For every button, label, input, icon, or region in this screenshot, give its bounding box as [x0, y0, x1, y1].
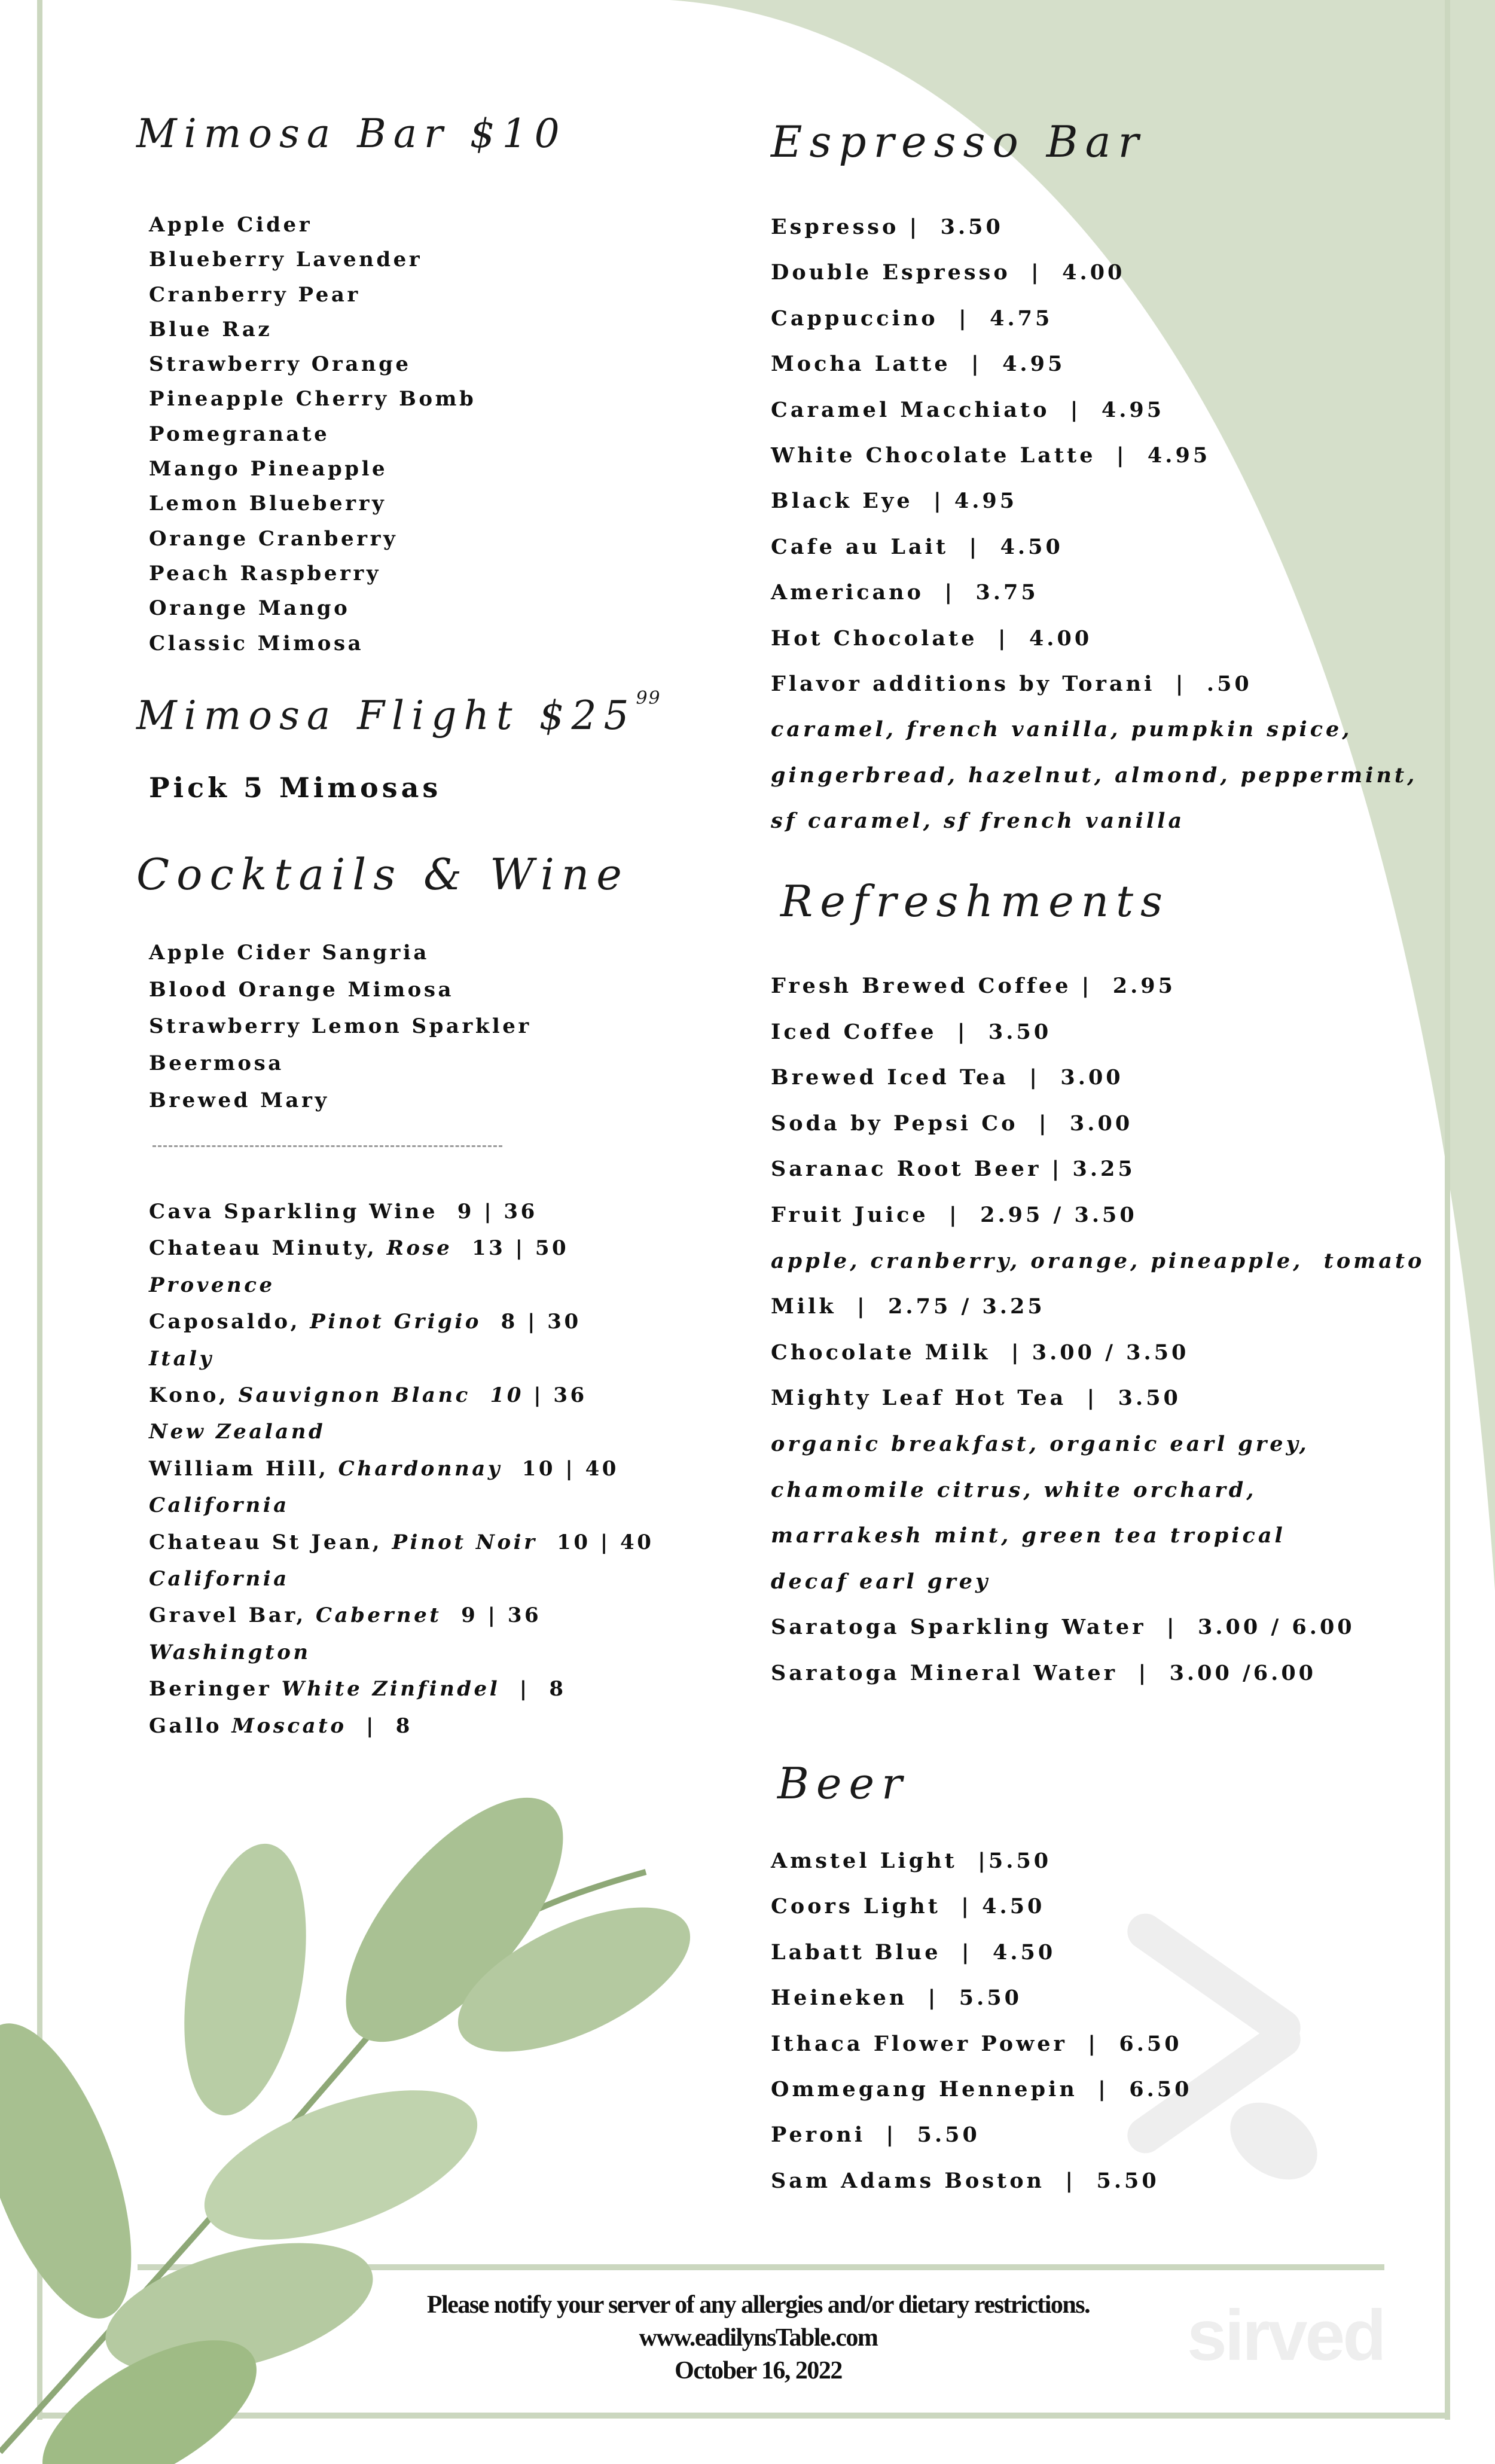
item-detail: caramel, french vanilla, pumpkin spice,: [771, 717, 1353, 742]
item-detail: apple, cranberry, orange, pineapple, tomato: [771, 1248, 1425, 1273]
item-text: | 36: [523, 1383, 587, 1408]
item-detail: Moscato: [231, 1713, 347, 1738]
item-detail: California: [149, 1567, 289, 1591]
item-text: Flavor additions by Torani | .50: [771, 672, 1252, 697]
wine-item: [149, 1451, 654, 1487]
item-detail: California: [149, 1493, 289, 1518]
mimosa-flight-cents: 99: [636, 688, 661, 709]
item-text: Espresso | 3.50: [771, 215, 1003, 239]
mimosa-item: Lemon Blueberry: [149, 492, 387, 516]
espresso-item: [771, 707, 1417, 752]
item-text: Labatt Blue | 4.50: [771, 1940, 1056, 1965]
item-text: Chateau St Jean,: [149, 1530, 392, 1554]
refreshment-item: [771, 1422, 1424, 1468]
mimosa-item: Pomegranate: [149, 422, 330, 446]
item-text: | 8: [346, 1713, 413, 1738]
cocktail-item: Beermosa: [149, 1051, 284, 1076]
mimosa-item: Blue Raz: [149, 317, 273, 341]
item-text: Milk | 2.75 / 3.25: [771, 1294, 1045, 1319]
item-text: Chocolate Milk | 3.00 / 3.50: [771, 1340, 1189, 1365]
item-text: Cava Sparkling Wine 9 | 36: [149, 1200, 538, 1224]
item-detail: sf caramel, sf french vanilla: [771, 809, 1185, 834]
item-text: Amstel Light |5.50: [771, 1849, 1052, 1873]
mimosa-item: Orange Mango: [149, 596, 350, 621]
beer-item: [771, 1838, 1192, 1884]
item-detail: Cabernet: [316, 1603, 442, 1628]
item-text: Saratoga Mineral Water | 3.00 /6.00: [771, 1660, 1317, 1685]
mimosa-item: Mango Pineapple: [149, 457, 388, 481]
espresso-item: [771, 524, 1417, 570]
espresso-item: [771, 341, 1417, 387]
espresso-item: [771, 433, 1417, 478]
wine-list: [149, 1194, 654, 1745]
refreshment-item: [771, 1101, 1424, 1147]
item-detail: marrakesh mint, green tea tropical: [771, 1523, 1286, 1548]
item-text: 9 | 36: [441, 1603, 542, 1628]
item-text: Hot Chocolate | 4.00: [771, 626, 1093, 651]
wine-item: [149, 1487, 654, 1524]
beer-list: [771, 1838, 1192, 2204]
item-text: Gallo: [149, 1713, 232, 1738]
item-text: William Hill,: [149, 1456, 338, 1481]
sirved-watermark: sirved: [1187, 2295, 1384, 2375]
beer-item: [771, 1930, 1192, 1975]
beer-item: [771, 2067, 1192, 2112]
item-text: Cafe au Lait | 4.50: [771, 534, 1063, 559]
beer-item: [771, 2021, 1192, 2067]
wine-item: [149, 1561, 654, 1597]
wine-item: [149, 1708, 654, 1745]
item-text: Sam Adams Boston | 5.50: [771, 2168, 1160, 2193]
frame-border-right: [1445, 0, 1450, 2420]
item-text: Fresh Brewed Coffee | 2.95: [771, 974, 1176, 998]
item-text: Caposaldo,: [149, 1310, 310, 1334]
mimosa-item: Cranberry Pear: [149, 282, 361, 307]
refreshment-item: [771, 1055, 1424, 1101]
espresso-item: [771, 661, 1417, 707]
espresso-item: [771, 478, 1417, 524]
item-text: Caramel Macchiato | 4.95: [771, 397, 1165, 422]
item-detail: Sauvignon Blanc 10: [238, 1383, 524, 1408]
item-text: Peroni | 5.50: [771, 2123, 980, 2148]
mimosa-bar-list: [149, 208, 476, 661]
refreshment-item: [771, 1330, 1424, 1376]
mimosa-item: Peach Raspberry: [149, 561, 382, 585]
item-text: Ithaca Flower Power | 6.50: [771, 2031, 1182, 2056]
item-text: Americano | 3.75: [771, 580, 1039, 605]
item-detail: Provence: [149, 1273, 275, 1297]
wine-item: [149, 1341, 654, 1377]
wine-item: [149, 1671, 654, 1707]
cocktail-item: Blood Orange Mimosa: [149, 977, 454, 1002]
item-text: Black Eye | 4.95: [771, 489, 1018, 514]
item-text: Fruit Juice | 2.95 / 3.50: [771, 1202, 1137, 1227]
espresso-bar-heading: Espresso Bar: [771, 117, 1146, 167]
espresso-list: [771, 205, 1417, 844]
wine-item: [149, 1267, 654, 1304]
item-text: Ommegang Hennepin | 6.50: [771, 2077, 1192, 2102]
item-text: | 8: [500, 1677, 566, 1701]
wine-item: [149, 1414, 654, 1450]
wine-item: [149, 1377, 654, 1414]
refreshments-heading: Refreshments: [780, 876, 1170, 926]
item-text: 10 | 40: [502, 1456, 619, 1481]
item-detail: organic breakfast, organic earl grey,: [771, 1431, 1310, 1456]
allergy-notice: Please notify your server of any allergies and/or dietary restrictions.: [426, 2291, 1090, 2319]
refreshment-item: [771, 1513, 1424, 1559]
wine-item: [149, 1230, 654, 1267]
item-detail: White Zinfindel: [281, 1677, 501, 1701]
item-text: Double Espresso | 4.00: [771, 260, 1125, 285]
mimosa-item: Strawberry Orange: [149, 352, 411, 377]
item-text: Beringer: [149, 1677, 282, 1701]
espresso-item: [771, 388, 1417, 433]
item-text: 10 | 40: [537, 1530, 654, 1554]
refreshment-item: [771, 1605, 1424, 1651]
item-text: Brewed Iced Tea | 3.00: [771, 1065, 1124, 1090]
item-text: Mighty Leaf Hot Tea | 3.50: [771, 1386, 1181, 1411]
item-text: White Chocolate Latte | 4.95: [771, 443, 1211, 468]
refreshment-item: [771, 963, 1424, 1010]
espresso-item: [771, 250, 1417, 295]
cocktails-list: [149, 935, 532, 1120]
mimosa-flight-heading: [136, 688, 661, 739]
item-detail: Italy: [149, 1346, 214, 1371]
refreshment-item: [771, 1146, 1424, 1193]
item-detail: Pinot Noir: [392, 1530, 538, 1554]
item-detail: Rose: [386, 1236, 453, 1261]
menu-date: October 16, 2022: [675, 2357, 842, 2384]
espresso-item: [771, 798, 1417, 844]
cocktails-wine-heading: Cocktails & Wine: [136, 849, 629, 899]
item-text: Chateau Minuty,: [149, 1236, 387, 1261]
refreshments-list: [771, 963, 1424, 1697]
beer-item: [771, 1975, 1192, 2021]
cocktail-item: Apple Cider Sangria: [149, 941, 429, 965]
item-detail: New Zealand: [149, 1420, 326, 1444]
website-link[interactable]: www.eadilynsTable.com: [639, 2324, 878, 2352]
item-detail: chamomile citrus, white orchard,: [771, 1477, 1257, 1502]
item-text: Coors Light | 4.50: [771, 1894, 1045, 1919]
item-text: Iced Coffee | 3.50: [771, 1019, 1052, 1044]
mimosa-item: Orange Cranberry: [149, 526, 398, 551]
item-detail: Washington: [149, 1640, 311, 1664]
beer-item: [771, 1884, 1192, 1929]
item-text: Gravel Bar,: [149, 1603, 316, 1628]
mimosa-bar-heading: Mimosa Bar $10: [136, 111, 567, 157]
wine-item: [149, 1524, 654, 1561]
refreshment-item: [771, 1651, 1424, 1697]
item-detail: gingerbread, hazelnut, almond, peppermint,: [771, 763, 1418, 788]
espresso-item: [771, 205, 1417, 250]
espresso-item: [771, 753, 1417, 798]
cocktail-item: Strawberry Lemon Sparkler: [149, 1014, 532, 1039]
refreshment-item: [771, 1376, 1424, 1422]
item-text: Mocha Latte | 4.95: [771, 352, 1066, 377]
espresso-item: [771, 616, 1417, 661]
espresso-item: [771, 296, 1417, 341]
item-text: Kono,: [149, 1383, 239, 1408]
mimosa-item: Blueberry Lavender: [149, 248, 423, 272]
beer-heading: Beer: [777, 1758, 910, 1809]
item-detail: Chardonnay: [338, 1456, 503, 1481]
item-text: Soda by Pepsi Co | 3.00: [771, 1111, 1133, 1136]
item-text: 8 | 30: [481, 1310, 581, 1334]
item-text: 13 | 50: [452, 1236, 569, 1261]
wine-item: [149, 1597, 654, 1634]
refreshment-item: [771, 1468, 1424, 1514]
mimosa-item: Pineapple Cherry Bomb: [149, 387, 477, 411]
mimosa-flight-subtitle: Pick 5 Mimosas: [149, 771, 442, 804]
cocktail-item: Brewed Mary: [149, 1088, 329, 1112]
item-text: Saratoga Sparkling Water | 3.00 / 6.00: [771, 1615, 1355, 1640]
item-detail: decaf earl grey: [771, 1569, 991, 1594]
espresso-item: [771, 570, 1417, 615]
wine-item: [149, 1634, 654, 1671]
item-text: Cappuccino | 4.75: [771, 306, 1053, 331]
mimosa-item: Apple Cider: [149, 213, 313, 237]
refreshment-item: [771, 1193, 1424, 1239]
wine-item: [149, 1194, 654, 1230]
beer-item: [771, 2112, 1192, 2158]
mimosa-flight-title: Mimosa Flight $25: [136, 693, 636, 739]
refreshment-item: [771, 1284, 1424, 1330]
item-detail: Pinot Grigio: [310, 1310, 481, 1334]
wine-item: [149, 1304, 654, 1340]
beer-item: [771, 2158, 1192, 2204]
dashed-divider: [152, 1145, 502, 1147]
refreshment-item: [771, 1010, 1424, 1056]
mimosa-item: Classic Mimosa: [149, 631, 364, 655]
item-text: Saranac Root Beer | 3.25: [771, 1157, 1136, 1182]
item-text: Heineken | 5.50: [771, 1986, 1023, 2011]
refreshment-item: [771, 1559, 1424, 1605]
refreshment-item: [771, 1239, 1424, 1285]
